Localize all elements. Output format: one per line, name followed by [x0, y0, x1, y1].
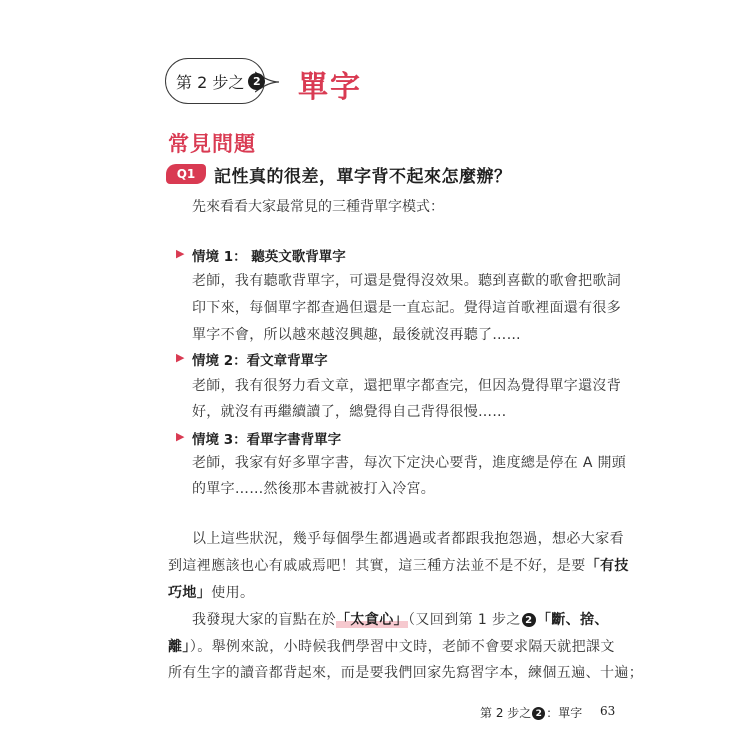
body-text: 我發現大家的盲點在於 — [192, 612, 336, 628]
chapter-tag — [176, 70, 265, 93]
intro-text: 先來看看大家最常見的三種背單字模式： — [192, 199, 444, 215]
emphasis-text: 離」 — [168, 639, 190, 655]
step-number-badge: 2 — [522, 613, 536, 627]
emphasis-text: 「有技 — [585, 558, 629, 574]
case-heading: 情境 2：看文章背單字 — [192, 353, 328, 369]
body-paragraph-line: 所有生字的讀音都背起來，而是要我們回家先寫習字本，練個五遍、十遍； — [168, 665, 644, 681]
body-paragraph-line — [168, 636, 615, 656]
section-title: 常見問題 — [168, 132, 256, 156]
running-footer — [480, 704, 582, 721]
case-heading: 情境 1： 聽英文歌背單字 — [192, 249, 346, 265]
body-paragraph-line: 以上這些狀況，幾乎每個學生都遇過或者都跟我抱怨過，想必大家看 — [192, 531, 624, 547]
chapter-tag-prefix: 第 2 步之 — [176, 73, 245, 92]
emphasis-text: 「斷、捨、 — [536, 612, 609, 628]
case-heading: 情境 3：看單字書背單字 — [192, 432, 342, 448]
body-text: 到這裡應該也心有戚戚焉吧！其實，這三種方法並不是不好，是要 — [168, 558, 586, 574]
case-text-line: 單字不會，所以越來越沒興趣，最後就沒再聽了…… — [192, 327, 521, 343]
case-text-line: 老師，我有聽歌背單字，可還是覺得沒效果。聽到喜歡的歌會把歌詞 — [192, 273, 621, 289]
body-paragraph-line — [168, 555, 629, 575]
body-paragraph-line — [168, 582, 254, 602]
question-badge: Q1 — [166, 164, 206, 184]
triangle-bullet-icon: ▶ — [176, 247, 185, 260]
chapter-title: 單字 — [298, 70, 362, 105]
triangle-bullet-icon: ▶ — [176, 351, 185, 364]
case-text-line: 老師，我家有好多單字書，每次下定決心要背，進度總是停在 A 開頭 — [192, 455, 627, 471]
case-text-line: 老師，我有很努力看文章，還把單字都查完，但因為覺得單字還沒背 — [192, 378, 621, 394]
question-text: 記性真的很差，單字背不起來怎麼辦？ — [214, 167, 512, 187]
body-paragraph-line — [192, 609, 609, 629]
case-text-line: 印下來，每個單字都查過但還是一直忘記。覺得這首歌裡面還有很多 — [192, 300, 621, 316]
body-text: 使用。 — [211, 585, 255, 601]
body-text: ）。舉例來說，小時候我們學習中文時，老師不會要求隔天就把課文 — [189, 639, 615, 655]
triangle-bullet-icon: ▶ — [176, 430, 185, 443]
body-text: （又回到第 1 步之 — [408, 612, 521, 628]
footer-chapter-prefix: 第 2 步之 — [480, 706, 532, 720]
case-text-line: 好，就沒有再繼續讀了，總覺得自己背得很慢…… — [192, 404, 507, 420]
page-number: 63 — [600, 704, 616, 718]
footer-number-badge: 2 — [532, 707, 545, 720]
emphasis-text: 巧地」 — [168, 585, 212, 601]
footer-chapter-suffix: ：單字 — [546, 706, 583, 720]
highlight-text: 「太貪心」 — [336, 612, 408, 628]
case-text-line: 的單字……然後那本書就被打入冷宮。 — [192, 481, 436, 497]
chapter-number-badge: 2 — [248, 73, 265, 90]
